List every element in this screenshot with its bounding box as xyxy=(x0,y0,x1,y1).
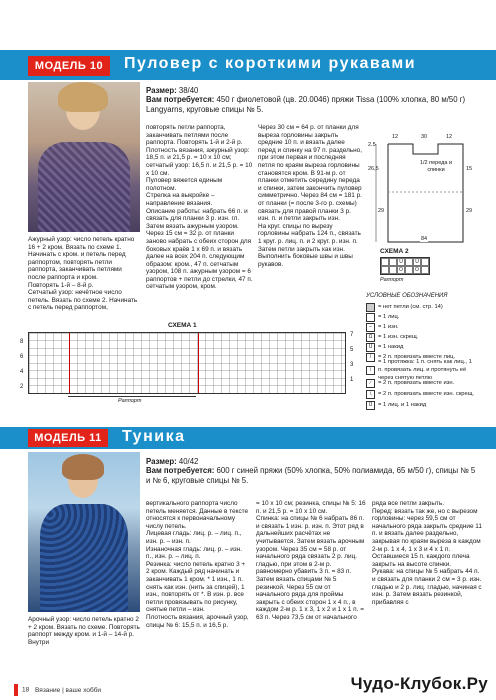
legend-item: \ = 1 протяжка: 1 п. снять как лиц., 1 п. провязать лиц. и протянуть её через снятую петлю xyxy=(366,362,478,378)
dim-label: 2.5 xyxy=(368,142,376,148)
scheme2-title: СХЕМА 2 xyxy=(380,248,409,255)
legend-item: = нет петли (см. стр. 14) xyxy=(366,302,478,312)
dim-label: 29 xyxy=(378,208,385,214)
legend-item: Ů = 1 лиц. и 1 накид xyxy=(366,400,478,410)
legend-item: Ω = 1 изн. скрещ. xyxy=(366,332,478,342)
legend-item: U = 1 накид xyxy=(366,342,478,352)
model10-left-column: Ажурный узор: число петель кратно 16 + 2 кром. Вязать по схеме 1. Начинать с кром. и петель перед раппортом, повторять петли раппорта, заканчивать петлями после раппорта и кром. Повторять 1-й – 8-й р. Сетчатый узор: нечётное число петель. Вязать по схеме 2. Начинать с петель перед раппортом, xyxy=(28,236,138,312)
dim-label: 26,5 xyxy=(368,166,379,172)
scheme1-repeat-bracket xyxy=(68,396,196,397)
model11-column-2: = 10 х 10 см; резинка, спицы № 5: 16 п. и 21,5 р. = 10 х 10 см. Спинка: на спицы № 6 набрать 86 п. и связать 1 изн. р. изн. п. Этот ряд в дальнейших расчётах не учитывается. Затем вязать арочным узором. Через 35 см = 58 р. от начального ряда связать 2 р. лиц. гладью, при этом в 2-м р. равномерно убавить 3 п. = 83 п. Затем вязать спицами № 5 резинкой. Через 55 см от начального ряда для проймы закрыть с обеих сторон 1 х 4 п., в каждом 2-м р. 1 х 3, 1 х 2 и 1 х 1 п. = 63 п. Через 73,5 см от начального xyxy=(256,500,366,621)
legend xyxy=(366,292,478,410)
lace-pullover xyxy=(38,142,130,232)
tunic xyxy=(40,504,128,612)
schematic-svg xyxy=(368,132,480,247)
legend-item: = 1 лиц. xyxy=(366,312,478,322)
legend-title: УСЛОВНЫЕ ОБОЗНАЧЕНИЯ xyxy=(366,293,448,299)
model11-column-1: вертикального раппорта число петель меняется. Данные в тексте относятся к первоначальному числу петель. Лицевая гладь: лиц. р. – лиц. п., изн. р. – изн. п. Изнаночная гладь: лиц. р. – изн. п., изн. р. – лиц. п. Резинка: число петель кратно 3 + 2 кром. Каждый ряд начинать и заканчивать 1 кром. * 1 изн., 1 п. снять как изн. (нить за спицей), 1 изн., повторять от *. В изн. р. все петли провязывать по рисунку, снятые петли – изн. Плотность вязания, арочный узор, спицы № 6: 15,5 п. и 16,5 р. xyxy=(146,500,249,629)
scheme1-row-numbers-right: 7 5 3 1 xyxy=(350,332,354,383)
model10-title: Пуловер с короткими рукавами xyxy=(124,55,417,72)
model11-column-3: ряда все петли закрыть. Перед: вязать так же, но с вырезом горловины: через 59,5 см от начального ряда закрыть средние 11 п. и вязать далее раздельно, закрывая по краям выреза в каждом 2-м р. 1 х 4, 1 х 3 и 4 х 1 п. Оставшиеся 15 п. каждого плеча закрыть на высоте спинки. Рукава: на спицы № 5 набрать 44 п. и связать для планки 2 см = 3 р. изн. гладью и 2 р. лиц. гладью, начиная с изн. р. Затем вязать резинкой, прибавляя с xyxy=(372,500,482,606)
model10-schematic xyxy=(368,132,480,247)
scheme1-grid xyxy=(28,332,346,394)
scheme2-repeat: Раппорт xyxy=(380,277,404,283)
model10-photo xyxy=(28,82,140,232)
dim-label: 84 xyxy=(421,236,428,242)
footer xyxy=(14,684,101,696)
scheme2 xyxy=(380,248,440,283)
legend-item: ∕ = 2 п. провязать вместе изн. xyxy=(366,378,478,388)
scheme1-row-numbers-left: 8 6 4 2 xyxy=(20,339,24,390)
model10-middle-column: повторять петли раппорта, заканчивать петлями после раппорта. Повторять 1-й и 2-й р. Плотность вязания, ажурный узор: 18,5 п. и 21,5 р. = 10 х 10 см; сетчатый узор: 16,5 п. и 21,5 р. = 10 х 10 см. Пуловер вяжется единым полотном. Стрелка на выкройке – направление вязания. Описание работы: набрать 66 п. и связать для планки 3 р. изн. гл. Затем вязать ажурным узором. Через 15 см = 32 р. от планки заново набрать с обеих сторон для боковых краёв 1 х 69 п. и вязать далее на всех 204 п. следующим образом: кром., 47 п. сетчатым узором, 108 п. ажурным узором = 6 раппортов + петли до стрелки, 47 п. сетчатым узором, кром. xyxy=(146,124,253,291)
dim-label: 30 xyxy=(421,134,428,140)
model11-tag: МОДЕЛЬ 11 xyxy=(28,429,108,447)
scheme2-grid: U U O O xyxy=(380,257,430,275)
model11-caption: Арочный узор: число петель кратно 2 + 2 кром. Вязать по схеме. Повторять раппорт между кром. и 1-й – 14-й р. Внутри xyxy=(28,616,140,646)
page-number: 18 xyxy=(22,686,30,694)
model11-size: Размер: 40/42 Вам потребуется: 600 г синей пряжи (50% хлопка, 50% полиамида, 65 м/50 г), спицы № 5 и № 6, круговые спицы № 5. xyxy=(146,457,476,485)
model10-right-column: Через 30 см = 64 р. от планки для выреза горловины закрыть средние 10 п. и вязать далее перед и спинку на 97 п. раздельно, при этом первая и последняя петля по краям выреза горловины становятся кром. В 91-м р. от планки отметить середину переда и спинки, затем закончить пуловер симметрично. Через 84 см = 181 р. от планки (= после 3-го р. схемы) связать для правой планки 3 р. изн. п. и петли закрыть изн. На круг. спицы по вырезу горловины набрать 124 п., связать 1 круг. р. лиц. п. и 2 круг. р. изн. п. Затем петли закрыть как изн. Выполнить боковые швы и швы рукавов. xyxy=(258,124,362,268)
model-hair xyxy=(62,454,104,480)
legend-item: / = 2 п. провязать вместе лиц. xyxy=(366,352,478,362)
magazine-name: Вязание | ваше хобби xyxy=(35,686,102,694)
scheme1-title: СХЕМА 1 xyxy=(168,322,197,329)
model-hair xyxy=(58,82,108,112)
dim-label: 12 xyxy=(392,134,399,140)
site-watermark: Чудо-Клубок.Ру xyxy=(350,674,488,693)
schematic-label: 1/2 переда и спинки xyxy=(419,160,453,173)
scheme1 xyxy=(20,322,358,410)
model10-size: Размер: 38/40 Вам потребуется: 450 г фиолетовой (цв. 20.0046) пряжи Tissa (100% хлопка, 80 м/50 г) Langyarns, круговые спицы № 5. xyxy=(146,86,466,114)
model11-title: Туника xyxy=(122,428,186,445)
model11-photo xyxy=(28,452,140,612)
scheme1-repeat-label: Раппорт xyxy=(118,398,142,404)
dim-label: 29 xyxy=(466,208,473,214)
page-marker xyxy=(14,684,18,696)
model10-tag: МОДЕЛЬ 10 xyxy=(28,56,110,76)
legend-item: ∖ = 2 п. провязать вместе изн. скрещ. xyxy=(366,388,478,400)
scheme1-repeat-box xyxy=(69,333,199,393)
dim-label: 12 xyxy=(446,134,453,140)
legend-item: – = 1 изн. xyxy=(366,322,478,332)
dim-label: 15 xyxy=(466,166,473,172)
